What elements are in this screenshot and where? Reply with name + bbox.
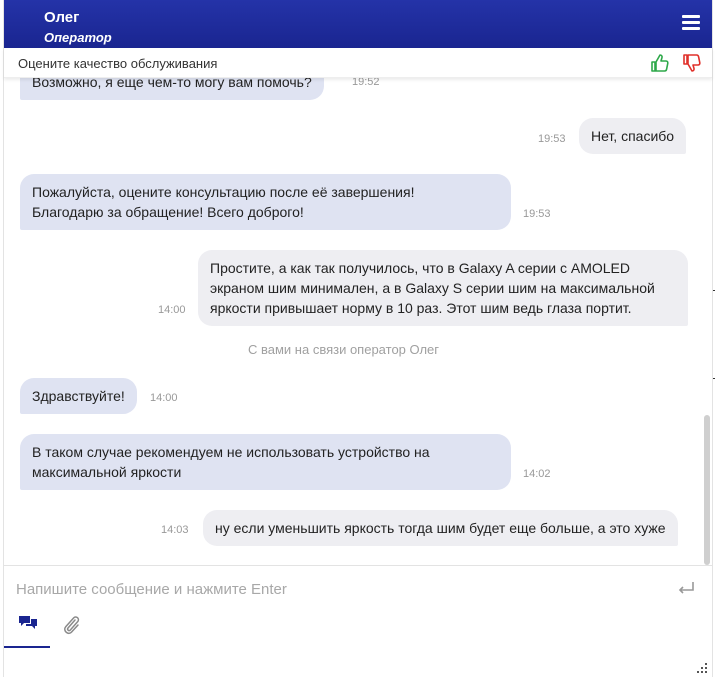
system-message: С вами на связи оператор Олег [248, 342, 440, 357]
message-text-line: Простите, а как так получилось, что в Galaxy A серии с AMOLED [210, 260, 630, 276]
message-text-line: В таком случае рекомендуем не использовать устройство на [32, 444, 430, 460]
message-time: 14:00 [158, 304, 186, 316]
message-text-line: Благодарю за обращение! Всего доброго! [32, 204, 304, 220]
message-operator [20, 434, 511, 490]
enter-return-icon[interactable] [676, 580, 696, 596]
chat-bubbles-icon [18, 614, 38, 637]
rating-label: Оцените качество обслуживания [18, 56, 218, 71]
message-user [203, 510, 678, 546]
message-text-line: Пожалуйста, оцените консультацию после её завершения! [32, 184, 415, 200]
composer [4, 565, 712, 677]
message-text-line: экраном шим минимален, а в Galaxy S серии шим на максимальной [210, 280, 655, 296]
message-text: Нет, спасибо [591, 128, 675, 144]
message-time: 14:00 [150, 392, 178, 404]
message-time: 14:02 [523, 468, 551, 480]
message-time: 19:53 [523, 208, 551, 220]
message-time: 19:53 [538, 133, 566, 145]
message-text: Возможно, я еще чем-то могу вам помочь? [32, 78, 312, 90]
message-user [198, 250, 688, 326]
message-scrollbar[interactable] [704, 415, 710, 565]
message-text-line: максимальной яркости [32, 464, 182, 480]
resize-grip-icon[interactable] [696, 661, 708, 673]
message-operator [20, 174, 511, 230]
thumbs-down-icon[interactable] [682, 53, 702, 73]
message-operator [20, 378, 137, 414]
message-operator [20, 78, 324, 100]
hamburger-menu-icon[interactable] [682, 15, 700, 31]
message-user [579, 118, 686, 154]
operator-role: Оператор [44, 30, 112, 45]
chat-header [4, 0, 712, 48]
message-input[interactable] [16, 576, 656, 602]
message-text: ну если уменьшить яркость тогда шим будет еще больше, а это хуже [215, 520, 666, 536]
tab-chat[interactable] [4, 606, 50, 648]
paperclip-icon[interactable] [60, 614, 82, 638]
thumbs-up-icon[interactable] [650, 53, 670, 73]
chat-widget [3, 0, 713, 677]
operator-name: Олег [44, 9, 80, 26]
rating-bar [4, 48, 712, 78]
message-time: 14:03 [161, 524, 189, 536]
message-list[interactable] [4, 78, 712, 563]
message-text-line: яркости привышает норму в 10 раз. Этот шим ведь глаза портит. [210, 300, 632, 316]
message-time: 19:52 [352, 78, 380, 88]
message-text: Здравствуйте! [32, 388, 125, 404]
